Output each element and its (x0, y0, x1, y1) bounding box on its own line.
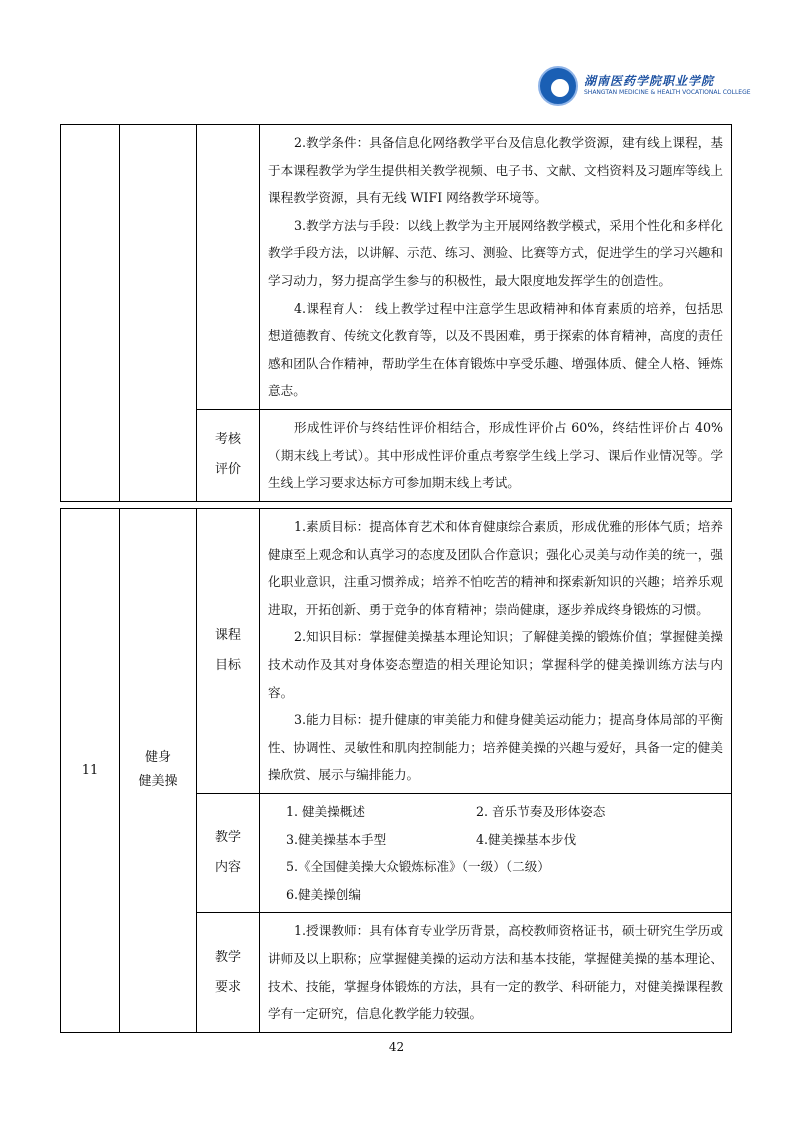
paragraph: 3.能力目标：提升健康的审美能力和健身健美运动能力；提高身体局部的平衡性、协调性、灵敏性和肌肉控制能力；培养健美操的兴趣与爱好，具备一定的健美操欣赏、展示与编排能力。 (268, 712, 723, 783)
category-label: 考核 (214, 432, 241, 448)
school-name-en: SHANGTAN MEDICINE & HEALTH VOCATIONAL COLLEGE (584, 89, 751, 96)
course-number: 11 (61, 509, 120, 1033)
category-label: 教学 (214, 830, 241, 846)
paragraph: 形成性评价与终结性评价相结合，形成性评价占 60%，终结性评价占 40%（期末线上考试）。其中形成性评价重点考察学生线上学习、课后作业情况等。学生线上学习要求达标方可参加期末线上考试。 (268, 419, 723, 491)
content-cell (260, 913, 732, 1032)
table-row (61, 125, 732, 410)
course-name-line: 健美操 (138, 774, 178, 790)
category-cell (197, 125, 260, 410)
school-logo (538, 66, 751, 110)
school-name-cn: 湖南医药学院职业学院 (584, 74, 715, 88)
paragraph: 3.教学方法与手段：以线上教学为主开展网络教学模式，采用个性化和多样化教学手段方法，以讲解、示范、练习、测验、比赛等方式，促进学生的学习兴趣和学习动力，努力提高学生参与的积极性，最大限度地发挥学生的创造性。 (268, 217, 723, 288)
category-label: 内容 (214, 860, 241, 876)
list-item: 5.《全国健美操大众锻炼标准》（一级）（二级） (286, 859, 550, 875)
course-name-cell (120, 509, 197, 1033)
school-emblem-icon (538, 66, 578, 106)
category-cell (197, 793, 260, 912)
list-item: 3.健美操基本手型 (286, 831, 387, 847)
category-label: 评价 (214, 462, 241, 478)
list-item: 4.健美操基本步伐 (476, 831, 577, 847)
list-item: 6.健美操创编 (286, 886, 361, 902)
content-list (286, 798, 723, 853)
list-item: 1. 健美操概述 (286, 803, 365, 819)
paragraph: 1.授课教师：具有体育专业学历背景，高校教师资格证书，硕士研究生学历或讲师及以上职称；应掌握健美操的运动方法和基本技能，掌握健美操的基本理论、技术、技能，掌握身体锻炼的方法，具有一定的教学、科研能力，对健美操课程教学有一定研究，信息化教学能力较强。 (268, 923, 723, 1022)
paragraph: 4.课程育人： 线上教学过程中注意学生思政精神和体育素质的培养，包括思想道德教育、传统文化教育等，以及不畏困难，勇于探索的体育精神，高度的责任感和团队合作精神，帮助学生在体育锻炼中享受乐趣、增强体质、健全人格、锤炼意志。 (268, 300, 723, 399)
number-cell (61, 125, 120, 502)
content-cell (260, 509, 732, 794)
page-number: 42 (388, 1040, 405, 1054)
paragraph: 2.教学条件：具备信息化网络教学平台及信息化教学资源，建有线上课程，基于本课程教学为学生提供相关教学视频、电子书、文献、文档资料及习题库等线上课程教学资源，具有无线 WIFI 网络教学环境等。 (268, 135, 723, 206)
course-name-cell (120, 125, 197, 502)
paragraph: 1.素质目标：提高体育艺术和体育健康综合素质，形成优雅的形体气质；培养健康至上观念和认真学习的态度及团队合作意识；强化心灵美与动作美的统一，强化职业意识，注重习惯养成；培养不怕吃苦的精神和探索新知识的兴趣；培养乐观进取，开拓创新、勇于竞争的体育精神；崇尚健康，逐步养成终身锻炼的习惯。 (268, 519, 723, 617)
table-row (61, 509, 732, 794)
category-cell (197, 509, 260, 794)
category-label: 课程 (214, 627, 241, 643)
content-cell (260, 409, 732, 501)
category-cell (197, 913, 260, 1032)
course-name-line: 健身 (144, 750, 171, 766)
category-label: 目标 (214, 657, 241, 673)
category-label: 教学 (214, 949, 241, 965)
paragraph: 2.知识目标：掌握健美操基本理论知识；了解健美操的锻炼价值；掌握健美操技术动作及其对身体姿态塑造的相关理论知识；掌握科学的健美操训练方法与内容。 (268, 629, 723, 700)
category-label: 要求 (214, 979, 241, 995)
content-cell (260, 125, 732, 410)
category-cell (197, 409, 260, 501)
list-item: 2. 音乐节奏及形体姿态 (476, 803, 606, 819)
content-cell (260, 793, 732, 912)
course-table-continued (60, 124, 732, 502)
course-table-11 (60, 508, 732, 1033)
